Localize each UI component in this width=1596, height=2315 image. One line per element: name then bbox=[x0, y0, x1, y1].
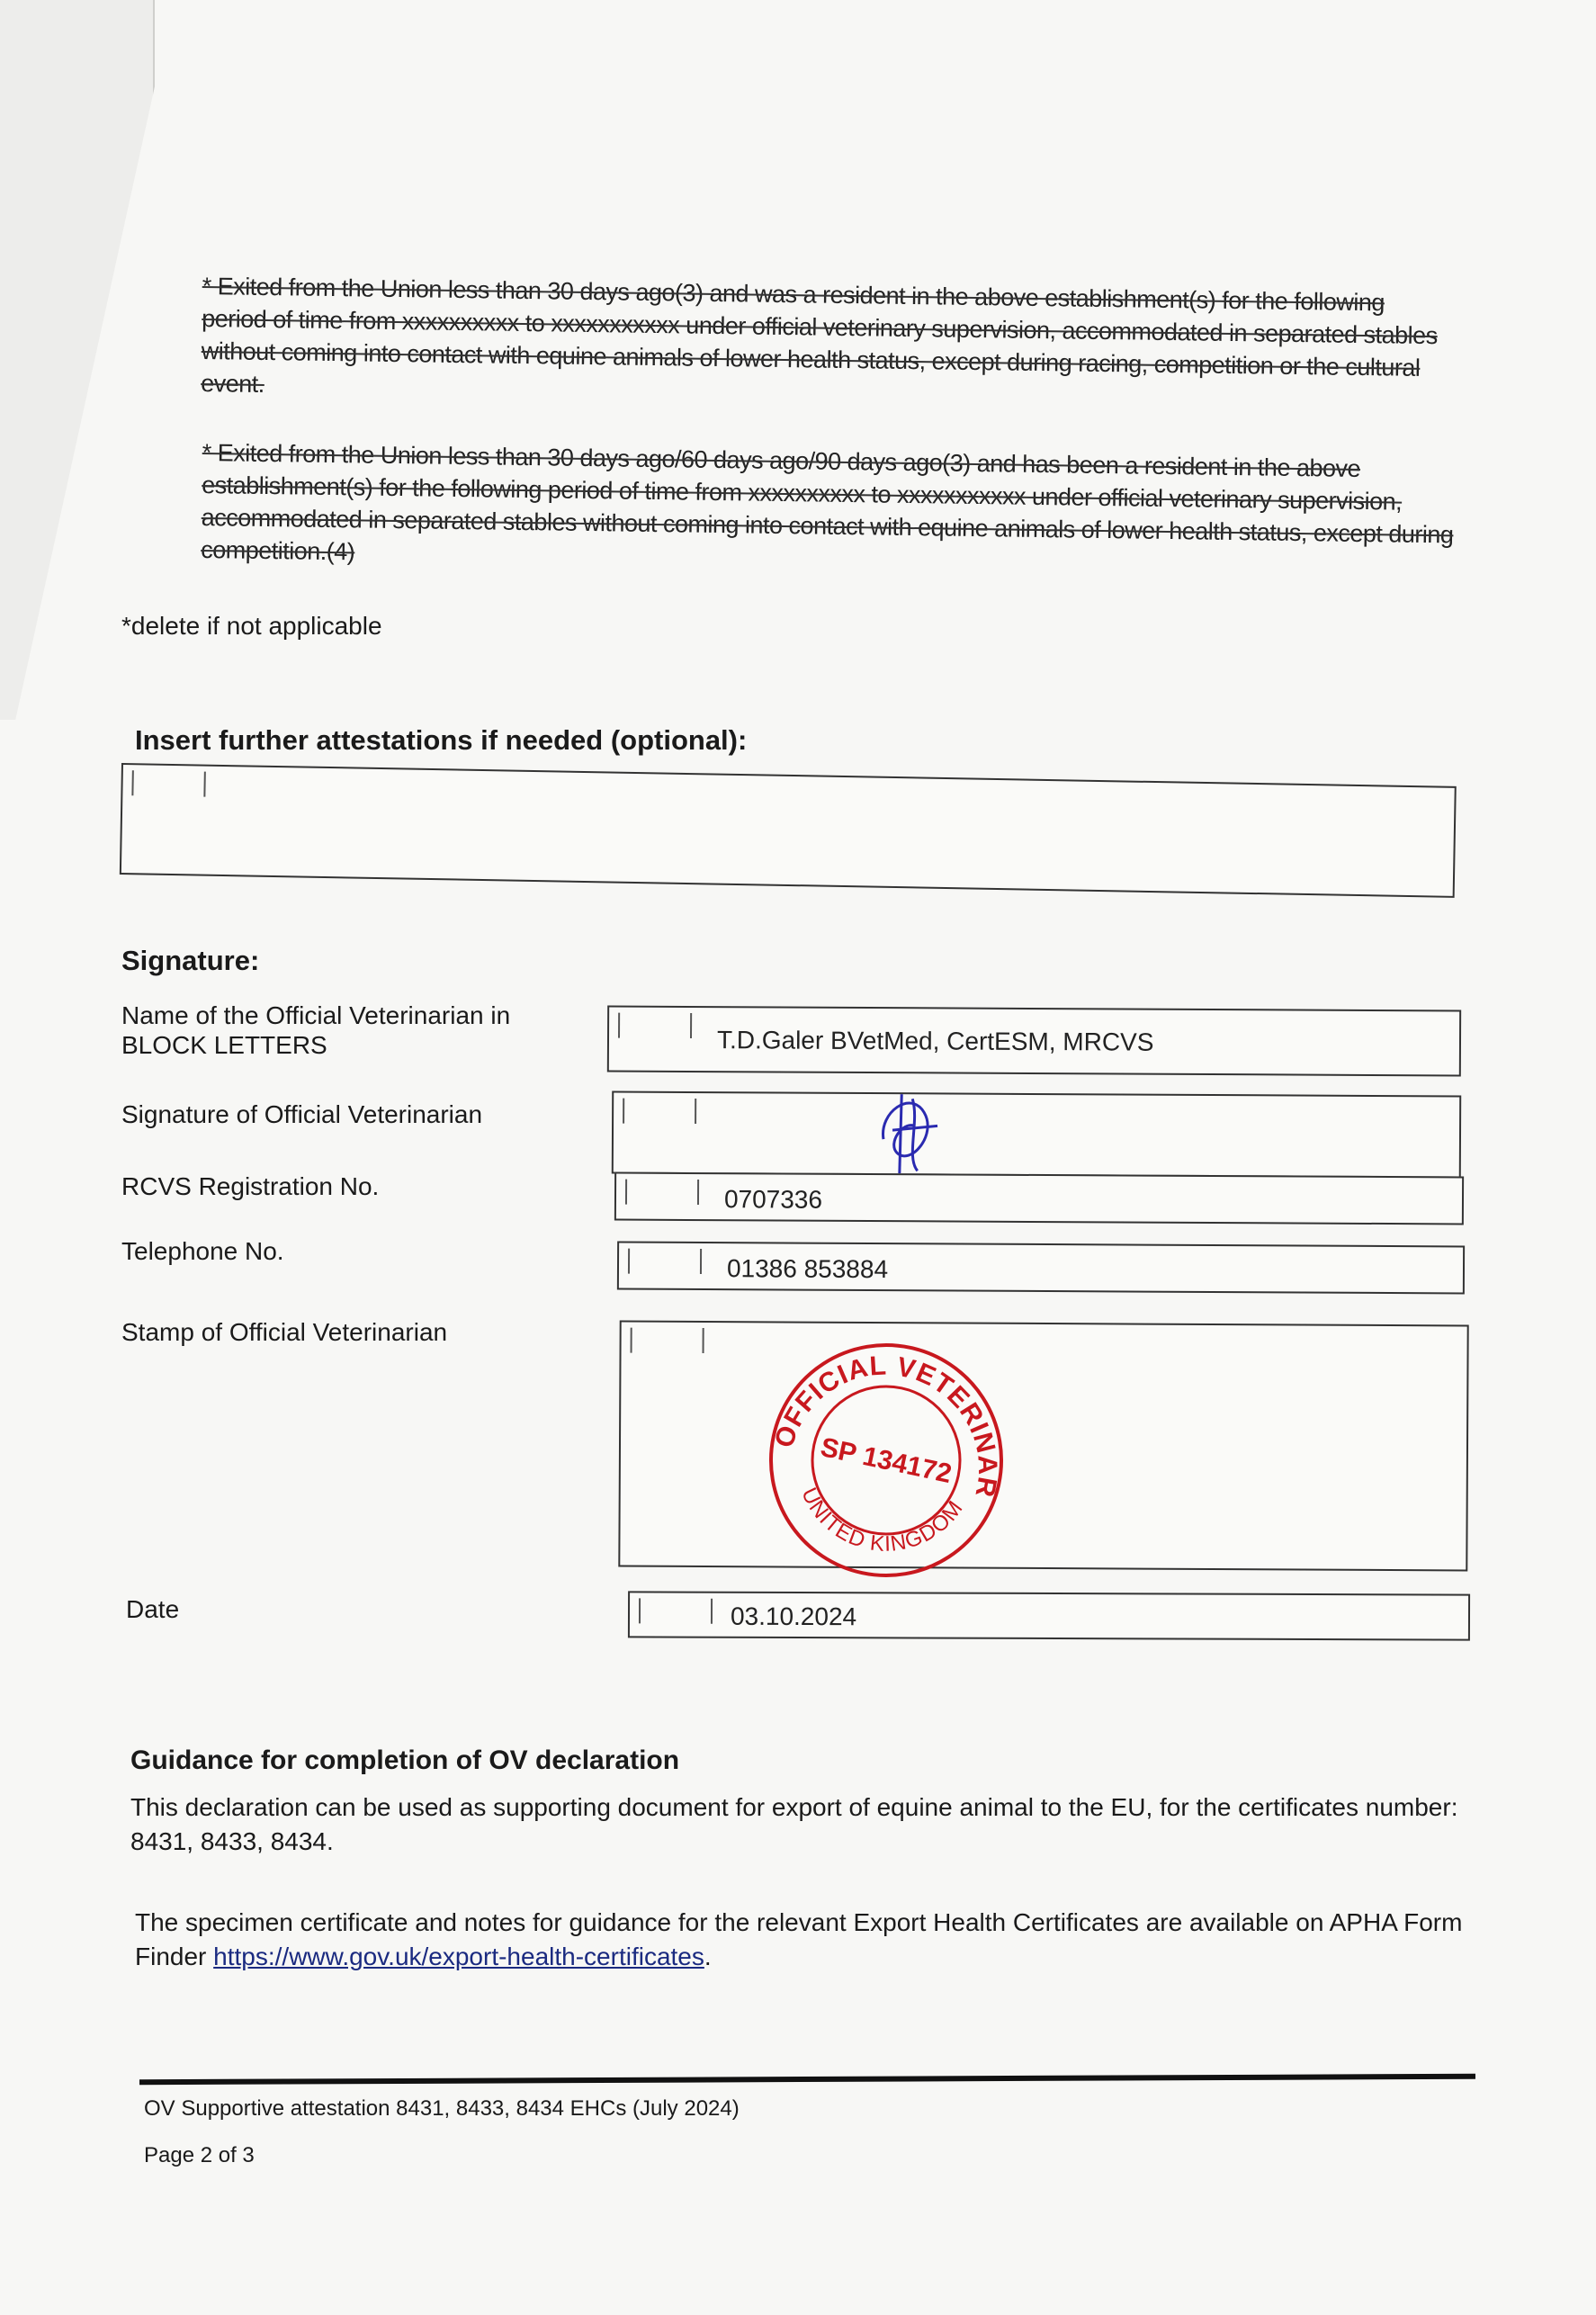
guidance-text-1: This declaration can be used as supporting document for export of equine animal to the EU, for the certificates number: 8431, 8433, 8434. bbox=[130, 1793, 1458, 1855]
phone-label: Telephone No. bbox=[121, 1237, 284, 1265]
guidance-link-suffix: . bbox=[704, 1943, 712, 1970]
box-cursor-marks bbox=[131, 770, 205, 796]
footer-page-number: Page 2 of 3 bbox=[144, 2143, 255, 2167]
date-field[interactable] bbox=[628, 1591, 1470, 1640]
struck-paragraph-2: * Exited from the Union less than 30 days ago/60 days ago/90 days ago(3) and has been a resident in the above establishment(s) for the following period of time from xxxxxxxxxx to xxxxxxxxxxx under official veterinary supervision, accommodated in separated stables without coming into contact with equine animals of lower health status, except during competition.(4) bbox=[201, 438, 1454, 566]
export-health-certificates-link[interactable]: https://www.gov.uk/export-health-certificates bbox=[213, 1943, 704, 1970]
phone-field[interactable] bbox=[617, 1242, 1465, 1295]
rcvs-field[interactable] bbox=[614, 1172, 1464, 1225]
attestations-title: Insert further attestations if needed (optional): bbox=[135, 724, 748, 756]
rcvs-value: 0707336 bbox=[723, 1185, 823, 1214]
signature-label: Signature of Official Veterinarian bbox=[121, 1100, 483, 1128]
date-label: Date bbox=[126, 1595, 180, 1623]
stamp-number: SP 134172 bbox=[818, 1431, 955, 1490]
box-cursor-marks bbox=[618, 1013, 692, 1038]
guidance-text-2-wrap bbox=[135, 1906, 1484, 1974]
stamp-label: Stamp of Official Veterinarian bbox=[121, 1318, 448, 1346]
stamp-top-text: OFFICIAL VETERINARIAN bbox=[768, 1350, 1003, 1501]
guidance-title: Guidance for completion of OV declaration bbox=[130, 1745, 680, 1775]
date-value: 03.10.2024 bbox=[730, 1602, 857, 1631]
stamp-bottom-text: UNITED KINGDOM bbox=[796, 1484, 969, 1557]
name-label: Name of the Official Veterinarian in BLOCK LETTERS bbox=[121, 1001, 511, 1059]
box-cursor-marks bbox=[631, 1328, 704, 1353]
footer-line-1: OV Supportive attestation 8431, 8433, 8434 EHCs (July 2024) bbox=[144, 2096, 740, 2121]
handwritten-signature bbox=[874, 1085, 947, 1184]
box-cursor-marks bbox=[623, 1099, 696, 1124]
signature-strokes bbox=[883, 1094, 937, 1175]
box-cursor-marks bbox=[639, 1598, 713, 1623]
name-field[interactable] bbox=[607, 1006, 1461, 1077]
delete-note: *delete if not applicable bbox=[121, 612, 382, 640]
rcvs-label: RCVS Registration No. bbox=[121, 1172, 380, 1200]
footer-rule bbox=[139, 2074, 1475, 2085]
guidance-text-2: The specimen certificate and notes for guidance for the relevant Export Health Certificates are available on APHA Form Finder bbox=[135, 1908, 1463, 1970]
phone-value: 01386 853884 bbox=[726, 1254, 889, 1284]
struck-paragraph-1: * Exited from the Union less than 30 days ago(3) and was a resident in the above establishment(s) for the following period of time from xxxxxxxxxx to xxxxxxxxxxx under official veterinary supervision, accommodated in separated stables without coming into contact with equine animals of lower health status, except during racing, competition or the cultural event. bbox=[201, 272, 1438, 398]
signature-title: Signature: bbox=[121, 945, 260, 976]
name-value: T.D.Galer BVetMed, CertESM, MRCVS bbox=[716, 1026, 1154, 1056]
official-veterinarian-stamp bbox=[765, 1339, 1008, 1582]
signature-field[interactable] bbox=[612, 1091, 1461, 1179]
box-cursor-marks bbox=[628, 1249, 702, 1274]
attestations-box[interactable] bbox=[120, 763, 1457, 898]
stamp-field[interactable] bbox=[618, 1321, 1468, 1572]
box-cursor-marks bbox=[625, 1180, 699, 1205]
